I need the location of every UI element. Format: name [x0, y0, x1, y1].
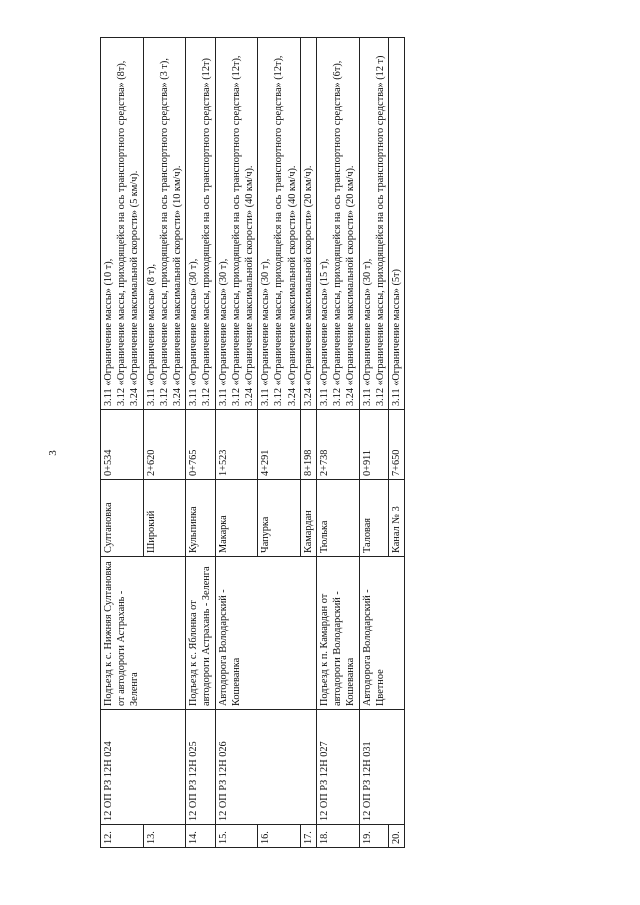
location: Канал № 3 [389, 480, 405, 557]
kilometer: 1+523 [215, 410, 258, 480]
kilometer: 7+650 [389, 410, 405, 480]
sign-list [215, 38, 258, 410]
sign-item: 3.24 «Ограничение максимальной скорости» (40 км/ч). [286, 165, 298, 406]
kilometer: 0+534 [101, 410, 144, 480]
road-code: 12 ОП РЗ 12Н 025 [186, 710, 215, 825]
location: Тюлька [317, 480, 360, 557]
sign-list [186, 38, 215, 410]
kilometer: 0+911 [359, 410, 388, 480]
table-row [215, 38, 258, 848]
road-name: Автодорога Володарский - Цветное [359, 557, 405, 710]
sign-item: 3.12 «Ограничение массы, приходящейся на ось транспортного средства» (6т), [332, 60, 344, 406]
location: Камардан [300, 480, 316, 557]
sign-list [359, 38, 388, 410]
sign-item: 3.11 «Ограничение массы» (30 т), [217, 258, 229, 406]
kilometer: 0+765 [186, 410, 215, 480]
row-number: 15. [215, 825, 258, 848]
table-row [317, 38, 360, 848]
sign-list [389, 38, 405, 410]
row-number: 12. [101, 825, 144, 848]
road-name: Подъезд к с. Яблонка от автодороги Астрахань - Зеленга [186, 557, 215, 710]
sign-item: 3.24 «Ограничение максимальной скорости» (40 км/ч). [244, 165, 256, 406]
road-name: Подъезд к с. Нижняя Султановка от автодороги Астрахань - Зеленга [101, 557, 186, 710]
row-number: 13. [143, 825, 186, 848]
sign-item: 3.12 «Ограничение массы, приходящейся на ось транспортного средства» (3 т), [158, 58, 170, 406]
row-number: 18. [317, 825, 360, 848]
sign-item: 3.11 «Ограничение массы» (5т) [391, 269, 403, 406]
table-row [101, 38, 144, 848]
sign-item: 3.12 «Ограничение массы, приходящейся на ось транспортного средства» (12 т) [374, 55, 386, 406]
sign-item: 3.24 «Ограничение максимальной скорости» (20 км/ч). [302, 165, 314, 406]
sign-item: 3.24 «Ограничение максимальной скорости» (5 км/ч). [129, 170, 141, 406]
location: Широкий [143, 480, 186, 557]
location: Таловая [359, 480, 388, 557]
road-name: Подъезд к п. Камардан от автодороги Володарский - Кошеванка [317, 557, 360, 710]
sign-item: 3.12 «Ограничение массы, приходящейся на ось транспортного средства» (12т), [273, 55, 285, 406]
sign-item: 3.24 «Ограничение максимальной скорости» (20 км/ч). [345, 165, 357, 406]
row-number: 14. [186, 825, 215, 848]
kilometer: 2+620 [143, 410, 186, 480]
row-number: 16. [258, 825, 301, 848]
road-code: 12 ОП РЗ 12Н 027 [317, 710, 360, 825]
location: Кульпинка [186, 480, 215, 557]
kilometer: 2+738 [317, 410, 360, 480]
sign-item: 3.11 «Ограничение массы» (8 т), [145, 263, 157, 406]
sign-list [258, 38, 301, 410]
road-code: 12 ОП РЗ 12Н 031 [359, 710, 405, 825]
sign-item: 3.12 «Ограничение массы, приходящейся на ось транспортного средства» (8т), [116, 60, 128, 406]
sign-item: 3.11 «Ограничение массы» (30 т), [361, 258, 373, 406]
row-number: 20. [389, 825, 405, 848]
location: Макарка [215, 480, 258, 557]
kilometer: 4+291 [258, 410, 301, 480]
sign-list [143, 38, 186, 410]
road-name: Автодорога Володарский - Кошеванка [215, 557, 316, 710]
sign-item: 3.11 «Ограничение массы» (15 т), [319, 258, 331, 406]
sign-list [300, 38, 316, 410]
sign-item: 3.11 «Ограничение массы» (30 т), [188, 258, 200, 406]
sign-item: 3.12 «Ограничение массы, приходящейся на ось транспортного средства» (12т), [230, 55, 242, 406]
table-row [186, 38, 215, 848]
sign-list [317, 38, 360, 410]
row-number: 19. [359, 825, 388, 848]
location: Султановка [101, 480, 144, 557]
table-row [359, 38, 388, 848]
row-number: 17. [300, 825, 316, 848]
road-code: 12 ОП РЗ 12Н 026 [215, 710, 316, 825]
sign-item: 3.11 «Ограничение массы» (30 т), [260, 258, 272, 406]
table-body [101, 38, 405, 848]
sign-item: 3.24 «Ограничение максимальной скорости» (10 км/ч). [172, 165, 184, 406]
sign-item: 3.11 «Ограничение массы» (10 т), [103, 258, 114, 406]
kilometer: 8+198 [300, 410, 316, 480]
page-number: 3 [46, 450, 59, 456]
location: Чапурка [258, 480, 301, 557]
road-code: 12 ОП РЗ 12Н 024 [101, 710, 186, 825]
sign-list [101, 38, 144, 410]
sign-item: 3.12 «Ограничение массы, приходящейся на ось транспортного средства» (12т) [201, 58, 213, 406]
restrictions-table [100, 37, 405, 848]
